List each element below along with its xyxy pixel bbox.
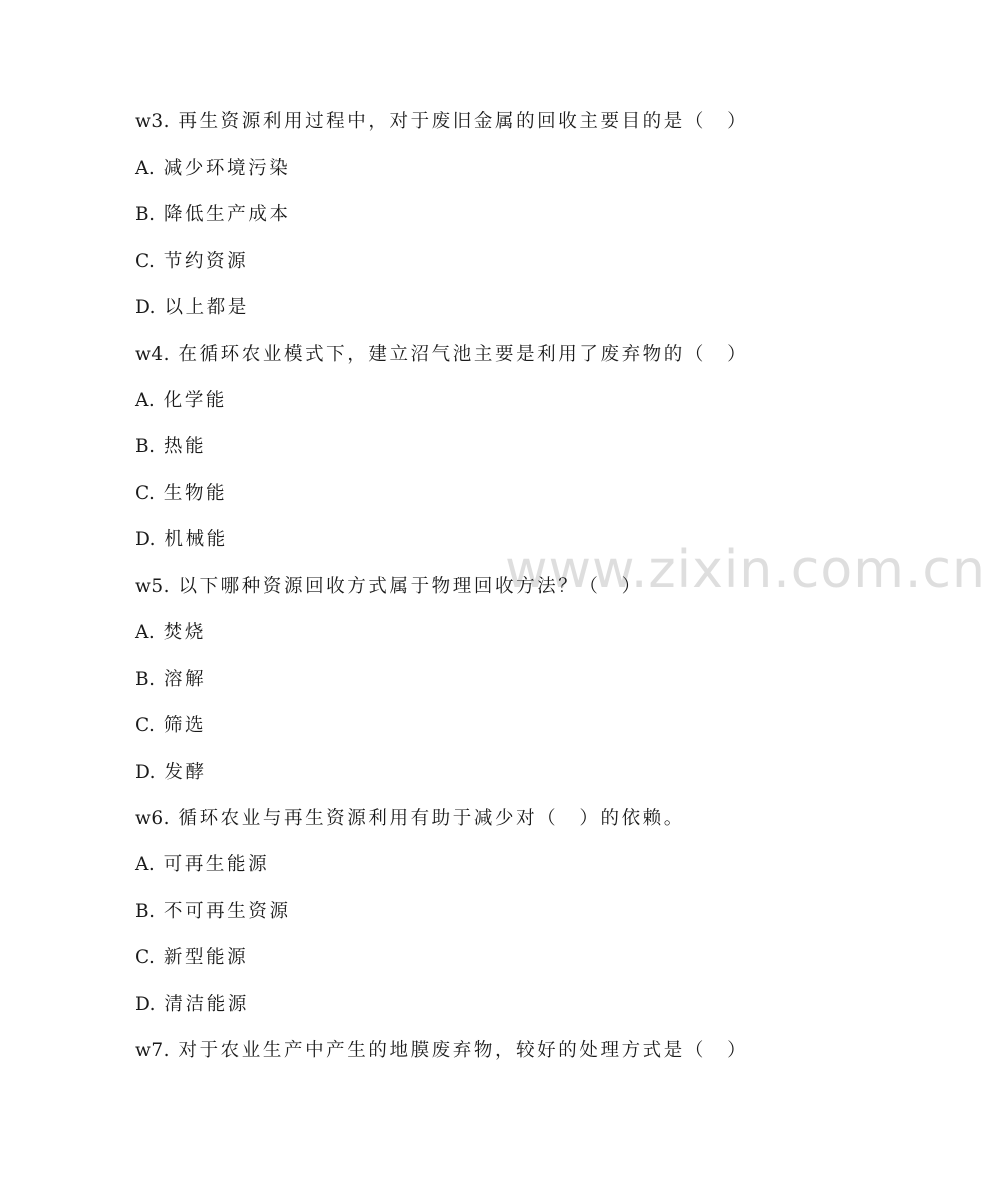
option-text: 新型能源: [163, 947, 249, 968]
watermark-text: www.zixin.com.cn: [505, 540, 986, 600]
option-letter: A.: [135, 622, 156, 643]
option-text: 降低生产成本: [163, 204, 291, 225]
option-line: [135, 944, 248, 972]
option-line: [135, 712, 206, 740]
option-line: [135, 294, 249, 322]
option-line: [135, 155, 290, 183]
option-letter: C.: [135, 483, 156, 504]
question-stem: [135, 805, 685, 833]
question-stem: [135, 341, 748, 369]
option-text: 不可再生资源: [163, 901, 291, 922]
option-letter: D.: [135, 994, 157, 1015]
option-letter: C.: [135, 947, 156, 968]
option-text: 溶解: [163, 669, 207, 690]
option-letter: A.: [135, 390, 156, 411]
option-text: 可再生能源: [163, 854, 270, 875]
option-line: [135, 480, 227, 508]
question-number: w6.: [135, 808, 170, 829]
question-stem: [135, 108, 748, 136]
option-line: [135, 666, 206, 694]
option-text: 以上都是: [164, 297, 249, 318]
option-letter: A.: [135, 158, 156, 179]
option-line: [135, 201, 291, 229]
option-text: 机械能: [164, 529, 228, 550]
question-text: 在循环农业模式下，建立沼气池主要是利用了废弃物的（ ）: [178, 344, 749, 365]
option-letter: D.: [135, 529, 157, 550]
question-text: 循环农业与再生资源利用有助于减少对（ ）的依赖。: [178, 808, 685, 829]
question-number: w7.: [135, 1040, 170, 1061]
option-letter: C.: [135, 251, 156, 272]
question-text: 再生资源利用过程中，对于废旧金属的回收主要目的是（ ）: [178, 111, 749, 132]
option-text: 化学能: [163, 390, 228, 411]
question-stem: [135, 1037, 748, 1065]
option-text: 发酵: [164, 762, 207, 783]
question-number: w4.: [135, 344, 170, 365]
option-text: 节约资源: [163, 251, 249, 272]
question-number: w5.: [135, 576, 170, 597]
option-letter: D.: [135, 297, 157, 318]
question-stem: [135, 573, 643, 601]
option-letter: B.: [135, 901, 156, 922]
question-text: 以下哪种资源回收方式属于物理回收方法？（ ）: [178, 576, 643, 597]
question-text: 对于农业生产中产生的地膜废弃物，较好的处理方式是（ ）: [178, 1040, 749, 1061]
option-line: [135, 898, 291, 926]
option-line: [135, 991, 249, 1019]
option-text: 筛选: [163, 715, 207, 736]
option-letter: B.: [135, 669, 156, 690]
option-text: 减少环境污染: [163, 158, 291, 179]
option-line: [135, 851, 269, 879]
option-line: [135, 759, 207, 787]
option-letter: C.: [135, 715, 156, 736]
option-text: 清洁能源: [164, 994, 249, 1015]
option-line: [135, 526, 228, 554]
option-line: [135, 433, 206, 461]
option-letter: B.: [135, 436, 156, 457]
option-line: [135, 619, 206, 647]
option-letter: A.: [135, 854, 156, 875]
option-text: 热能: [163, 436, 207, 457]
question-number: w3.: [135, 111, 170, 132]
option-letter: D.: [135, 762, 157, 783]
option-line: [135, 387, 227, 415]
option-text: 焚烧: [163, 622, 206, 643]
option-letter: B.: [135, 204, 156, 225]
option-text: 生物能: [163, 483, 228, 504]
option-line: [135, 248, 248, 276]
